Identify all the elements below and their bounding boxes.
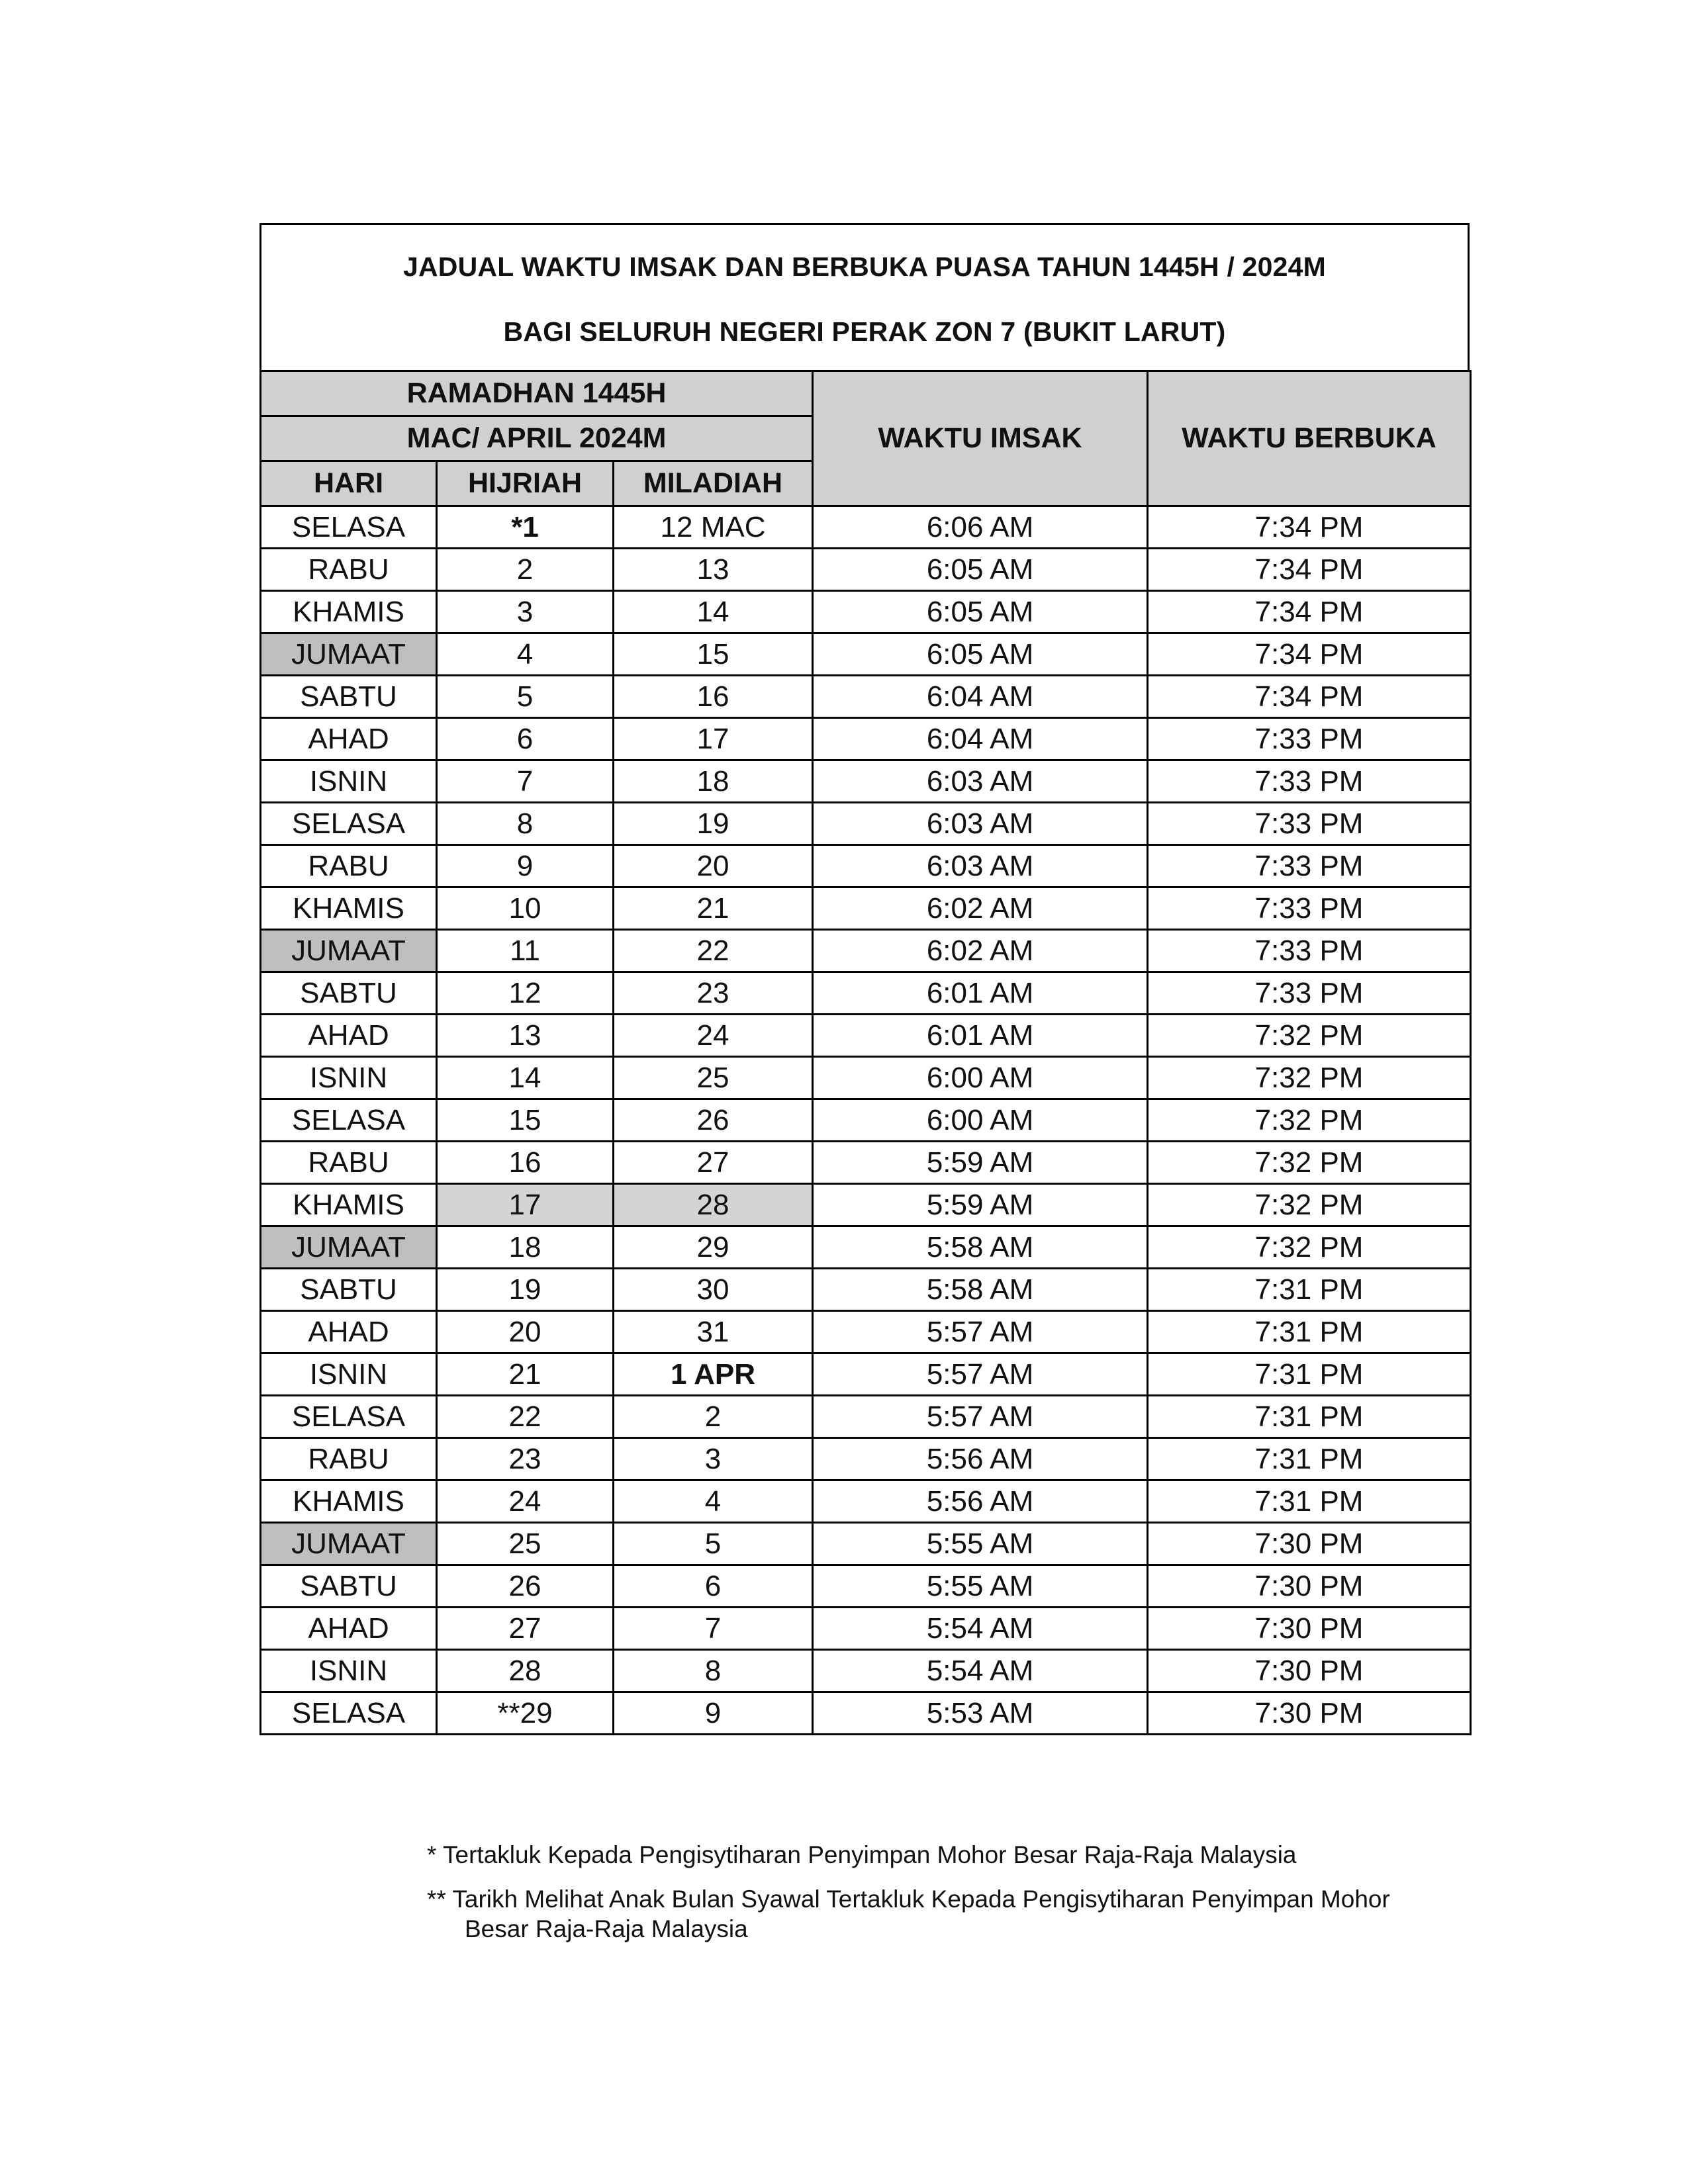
cell-berbuka: 7:33 PM (1148, 972, 1471, 1015)
cell-imsak: 5:57 AM (813, 1311, 1148, 1353)
table-row (261, 1311, 1471, 1353)
cell-hijriah: 16 (437, 1142, 614, 1184)
cell-hari: KHAMIS (261, 1480, 437, 1523)
cell-berbuka: 7:32 PM (1148, 1184, 1471, 1226)
title-box (259, 223, 1470, 370)
cell-miladiah: 14 (614, 591, 813, 633)
cell-imsak: 6:06 AM (813, 506, 1148, 549)
table-row (261, 718, 1471, 760)
cell-hari: AHAD (261, 718, 437, 760)
cell-miladiah: 2 (614, 1396, 813, 1438)
header-waktu-berbuka: WAKTU BERBUKA (1148, 371, 1471, 506)
table-row (261, 845, 1471, 887)
cell-berbuka: 7:32 PM (1148, 1015, 1471, 1057)
cell-imsak: 5:54 AM (813, 1650, 1148, 1692)
table-row (261, 887, 1471, 930)
schedule-table (259, 370, 1472, 1735)
cell-berbuka: 7:34 PM (1148, 549, 1471, 591)
cell-hijriah: 17 (437, 1184, 614, 1226)
table-row (261, 1269, 1471, 1311)
table-row (261, 1523, 1471, 1565)
cell-hari: AHAD (261, 1311, 437, 1353)
cell-hari: RABU (261, 549, 437, 591)
cell-imsak: 6:04 AM (813, 718, 1148, 760)
cell-berbuka: 7:34 PM (1148, 506, 1471, 549)
footnote-2-line-2: Besar Raja-Raja Malaysia (465, 1915, 748, 1942)
cell-hijriah: 18 (437, 1226, 614, 1269)
cell-miladiah: 24 (614, 1015, 813, 1057)
cell-miladiah: 17 (614, 718, 813, 760)
cell-berbuka: 7:34 PM (1148, 633, 1471, 676)
cell-berbuka: 7:31 PM (1148, 1269, 1471, 1311)
cell-miladiah: 5 (614, 1523, 813, 1565)
cell-miladiah: 18 (614, 760, 813, 803)
cell-hijriah: 7 (437, 760, 614, 803)
cell-miladiah: 13 (614, 549, 813, 591)
cell-hari: AHAD (261, 1015, 437, 1057)
cell-imsak: 6:00 AM (813, 1057, 1148, 1099)
cell-hijriah: 21 (437, 1353, 614, 1396)
cell-hari: ISNIN (261, 760, 437, 803)
cell-imsak: 6:03 AM (813, 845, 1148, 887)
table-row (261, 972, 1471, 1015)
table-row (261, 760, 1471, 803)
cell-hari: SABTU (261, 676, 437, 718)
table-row (261, 676, 1471, 718)
cell-hijriah: 6 (437, 718, 614, 760)
cell-berbuka: 7:33 PM (1148, 718, 1471, 760)
cell-hari: RABU (261, 845, 437, 887)
cell-imsak: 5:58 AM (813, 1269, 1148, 1311)
cell-berbuka: 7:31 PM (1148, 1353, 1471, 1396)
cell-imsak: 5:53 AM (813, 1692, 1148, 1735)
cell-hari: ISNIN (261, 1650, 437, 1692)
cell-berbuka: 7:34 PM (1148, 591, 1471, 633)
cell-hari: SELASA (261, 1396, 437, 1438)
cell-imsak: 5:55 AM (813, 1565, 1148, 1608)
cell-hijriah: 3 (437, 591, 614, 633)
cell-berbuka: 7:31 PM (1148, 1438, 1471, 1480)
cell-imsak: 6:02 AM (813, 930, 1148, 972)
cell-imsak: 5:59 AM (813, 1184, 1148, 1226)
cell-imsak: 6:05 AM (813, 633, 1148, 676)
cell-berbuka: 7:33 PM (1148, 803, 1471, 845)
cell-hijriah: 12 (437, 972, 614, 1015)
cell-hijriah: 19 (437, 1269, 614, 1311)
cell-miladiah: 1 APR (614, 1353, 813, 1396)
cell-imsak: 6:02 AM (813, 887, 1148, 930)
cell-berbuka: 7:33 PM (1148, 887, 1471, 930)
cell-hijriah: 22 (437, 1396, 614, 1438)
table-row (261, 803, 1471, 845)
cell-miladiah: 21 (614, 887, 813, 930)
cell-hari: JUMAAT (261, 1523, 437, 1565)
table-row (261, 506, 1471, 549)
cell-hijriah: 20 (437, 1311, 614, 1353)
cell-miladiah: 16 (614, 676, 813, 718)
cell-hari: ISNIN (261, 1057, 437, 1099)
cell-hari: SELASA (261, 506, 437, 549)
cell-hijriah: 2 (437, 549, 614, 591)
cell-hijriah: 10 (437, 887, 614, 930)
cell-berbuka: 7:33 PM (1148, 845, 1471, 887)
cell-hari: SELASA (261, 803, 437, 845)
cell-hijriah: 13 (437, 1015, 614, 1057)
table-row (261, 1099, 1471, 1142)
table-row (261, 1015, 1471, 1057)
cell-miladiah: 25 (614, 1057, 813, 1099)
cell-hari: SABTU (261, 1269, 437, 1311)
cell-hari: KHAMIS (261, 591, 437, 633)
footnote-2-line-1: ** Tarikh Melihat Anak Bulan Syawal Tertakluk Kepada Pengisytiharan Penyimpan Mohor (427, 1886, 1390, 1913)
header-hijriah: HIJRIAH (437, 461, 614, 506)
cell-miladiah: 9 (614, 1692, 813, 1735)
cell-miladiah: 23 (614, 972, 813, 1015)
cell-hari: SABTU (261, 972, 437, 1015)
cell-hari: SELASA (261, 1099, 437, 1142)
cell-hari: SABTU (261, 1565, 437, 1608)
cell-hijriah: 8 (437, 803, 614, 845)
cell-berbuka: 7:32 PM (1148, 1099, 1471, 1142)
cell-berbuka: 7:32 PM (1148, 1057, 1471, 1099)
cell-hari: SELASA (261, 1692, 437, 1735)
cell-hari: JUMAAT (261, 633, 437, 676)
cell-miladiah: 30 (614, 1269, 813, 1311)
cell-berbuka: 7:31 PM (1148, 1311, 1471, 1353)
cell-imsak: 6:05 AM (813, 549, 1148, 591)
cell-miladiah: 22 (614, 930, 813, 972)
cell-imsak: 5:56 AM (813, 1438, 1148, 1480)
table-row (261, 1438, 1471, 1480)
footnotes (427, 1840, 1486, 1958)
cell-imsak: 5:56 AM (813, 1480, 1148, 1523)
cell-miladiah: 29 (614, 1226, 813, 1269)
cell-miladiah: 28 (614, 1184, 813, 1226)
cell-imsak: 5:54 AM (813, 1608, 1148, 1650)
table-row (261, 1650, 1471, 1692)
cell-miladiah: 12 MAC (614, 506, 813, 549)
table-row (261, 1608, 1471, 1650)
cell-berbuka: 7:30 PM (1148, 1692, 1471, 1735)
schedule-body (261, 506, 1471, 1735)
cell-imsak: 6:04 AM (813, 676, 1148, 718)
header-hari: HARI (261, 461, 437, 506)
table-row (261, 1692, 1471, 1735)
title-line-1: JADUAL WAKTU IMSAK DAN BERBUKA PUASA TAHUN 1445H / 2024M (403, 251, 1326, 282)
table-row (261, 1565, 1471, 1608)
cell-imsak: 5:57 AM (813, 1353, 1148, 1396)
cell-hijriah: 9 (437, 845, 614, 887)
header-ramadhan: RAMADHAN 1445H (261, 371, 813, 416)
cell-berbuka: 7:31 PM (1148, 1396, 1471, 1438)
cell-miladiah: 7 (614, 1608, 813, 1650)
cell-hijriah: *1 (437, 506, 614, 549)
title-line-2: BAGI SELURUH NEGERI PERAK ZON 7 (BUKIT LARUT) (503, 316, 1226, 347)
cell-hijriah: 25 (437, 1523, 614, 1565)
header-month: MAC/ APRIL 2024M (261, 416, 813, 461)
cell-imsak: 6:01 AM (813, 972, 1148, 1015)
cell-miladiah: 15 (614, 633, 813, 676)
cell-imsak: 6:03 AM (813, 760, 1148, 803)
cell-hijriah: 11 (437, 930, 614, 972)
cell-miladiah: 19 (614, 803, 813, 845)
cell-hijriah: 23 (437, 1438, 614, 1480)
table-row (261, 1480, 1471, 1523)
table-row (261, 633, 1471, 676)
table-row (261, 549, 1471, 591)
cell-hari: RABU (261, 1142, 437, 1184)
cell-imsak: 5:57 AM (813, 1396, 1148, 1438)
cell-miladiah: 4 (614, 1480, 813, 1523)
cell-hijriah: 14 (437, 1057, 614, 1099)
cell-miladiah: 20 (614, 845, 813, 887)
cell-berbuka: 7:33 PM (1148, 930, 1471, 972)
cell-berbuka: 7:32 PM (1148, 1226, 1471, 1269)
footnote-1: * Tertakluk Kepada Pengisytiharan Penyimpan Mohor Besar Raja-Raja Malaysia (427, 1841, 1297, 1868)
header-miladiah: MILADIAH (614, 461, 813, 506)
cell-berbuka: 7:32 PM (1148, 1142, 1471, 1184)
cell-miladiah: 31 (614, 1311, 813, 1353)
cell-hijriah: 27 (437, 1608, 614, 1650)
cell-imsak: 5:59 AM (813, 1142, 1148, 1184)
cell-miladiah: 27 (614, 1142, 813, 1184)
cell-hijriah: 5 (437, 676, 614, 718)
cell-imsak: 5:58 AM (813, 1226, 1148, 1269)
header-waktu-imsak: WAKTU IMSAK (813, 371, 1148, 506)
cell-imsak: 6:03 AM (813, 803, 1148, 845)
cell-miladiah: 3 (614, 1438, 813, 1480)
cell-imsak: 6:00 AM (813, 1099, 1148, 1142)
table-row (261, 1396, 1471, 1438)
cell-miladiah: 6 (614, 1565, 813, 1608)
cell-miladiah: 8 (614, 1650, 813, 1692)
cell-imsak: 5:55 AM (813, 1523, 1148, 1565)
cell-berbuka: 7:33 PM (1148, 760, 1471, 803)
cell-hari: AHAD (261, 1608, 437, 1650)
cell-hijriah: **29 (437, 1692, 614, 1735)
cell-berbuka: 7:31 PM (1148, 1480, 1471, 1523)
cell-hari: JUMAAT (261, 1226, 437, 1269)
cell-berbuka: 7:30 PM (1148, 1608, 1471, 1650)
cell-hari: ISNIN (261, 1353, 437, 1396)
table-row (261, 1226, 1471, 1269)
cell-hari: RABU (261, 1438, 437, 1480)
schedule-sheet (259, 223, 1470, 1735)
cell-hijriah: 26 (437, 1565, 614, 1608)
table-row (261, 1184, 1471, 1226)
cell-berbuka: 7:30 PM (1148, 1650, 1471, 1692)
cell-berbuka: 7:30 PM (1148, 1565, 1471, 1608)
table-row (261, 930, 1471, 972)
cell-imsak: 6:01 AM (813, 1015, 1148, 1057)
cell-hijriah: 15 (437, 1099, 614, 1142)
cell-miladiah: 26 (614, 1099, 813, 1142)
cell-hari: KHAMIS (261, 887, 437, 930)
cell-hijriah: 4 (437, 633, 614, 676)
cell-hijriah: 28 (437, 1650, 614, 1692)
footnote-2 (427, 1884, 1486, 1944)
cell-hari: JUMAAT (261, 930, 437, 972)
table-row (261, 1057, 1471, 1099)
cell-imsak: 6:05 AM (813, 591, 1148, 633)
cell-berbuka: 7:34 PM (1148, 676, 1471, 718)
table-row (261, 1142, 1471, 1184)
table-row (261, 1353, 1471, 1396)
table-row (261, 591, 1471, 633)
cell-hari: KHAMIS (261, 1184, 437, 1226)
cell-hijriah: 24 (437, 1480, 614, 1523)
cell-berbuka: 7:30 PM (1148, 1523, 1471, 1565)
